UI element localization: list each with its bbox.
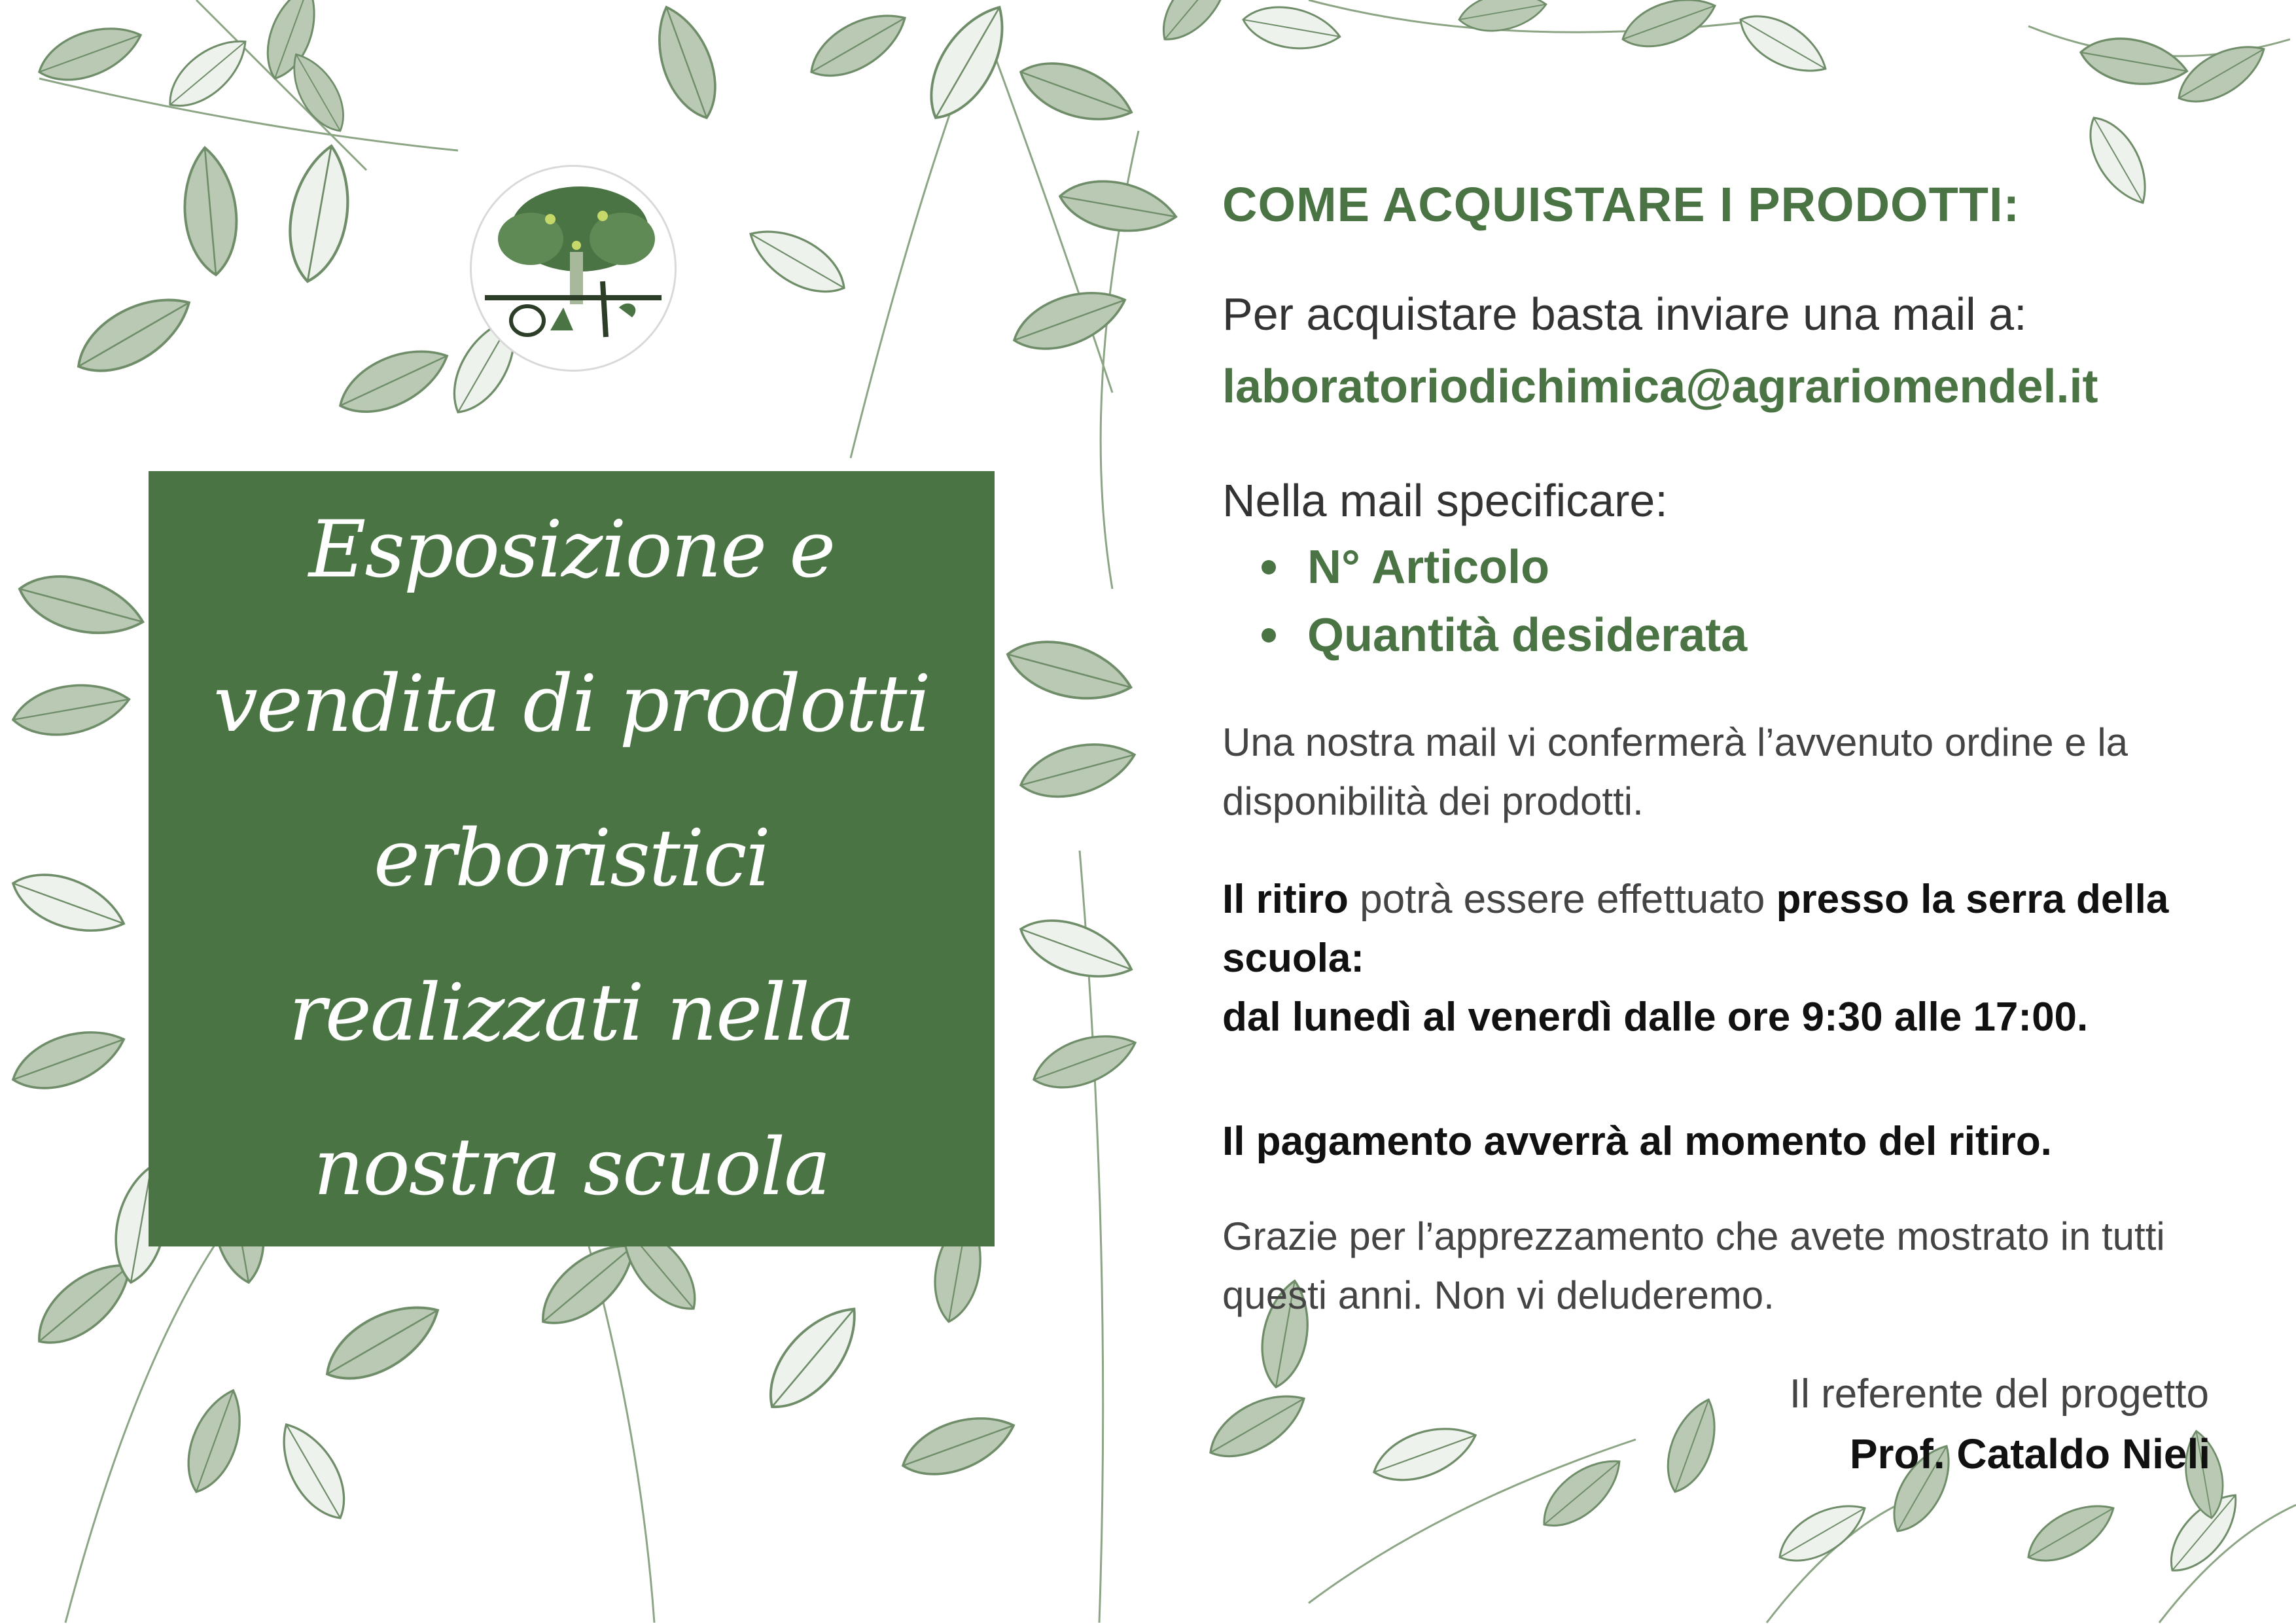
spec-list	[1262, 533, 1747, 669]
section-heading: COME ACQUISTARE I PRODOTTI:	[1222, 177, 2021, 232]
list-item	[1262, 601, 1747, 669]
pickup-hours: dal lunedì al venerdì dalle ore 9:30 alle 17:00.	[1222, 995, 2089, 1040]
school-tree-logo-icon	[472, 167, 675, 370]
contact-email-link[interactable]: laboratoriodichimica@agrariomendel.it	[1222, 361, 2098, 413]
payment-text: Il pagamento avverrà al momento del ritiro.	[1222, 1119, 2052, 1164]
pickup-place: presso la serra della scuola:	[1222, 877, 2169, 981]
title-panel	[149, 471, 995, 1246]
signature-name: Prof. Cataldo Nieli	[1849, 1430, 2210, 1477]
lead-text: Per acquistare basta inviare una mail a:	[1222, 289, 2027, 340]
pickup-text	[1222, 870, 2243, 1047]
bullet-icon	[1262, 560, 1276, 574]
pickup-middle: potrà essere effettuato	[1348, 877, 1776, 922]
spec-item-quantity: Quantità desiderata	[1307, 609, 1748, 662]
list-item	[1262, 533, 1747, 601]
spec-label: Nella mail specificare:	[1222, 475, 1668, 526]
confirmation-text: Una nostra mail vi confermerà l’avvenuto ordine e la disponibilità dei prodotti.	[1222, 720, 2128, 823]
bullet-icon	[1262, 628, 1276, 643]
signature-role: Il referente del progetto	[1789, 1371, 2209, 1417]
school-logo	[470, 165, 677, 372]
poster-title: Esposizione e vendita di prodotti erboristici realizzati nella nostra scuola	[213, 504, 930, 1213]
thanks-text: Grazie per l’apprezzamento che avete mostrato in tutti questi anni. Non vi deluderemo.	[1222, 1214, 2165, 1317]
spec-item-article: N° Articolo	[1307, 541, 1550, 593]
pickup-label: Il ritiro	[1222, 877, 1349, 922]
